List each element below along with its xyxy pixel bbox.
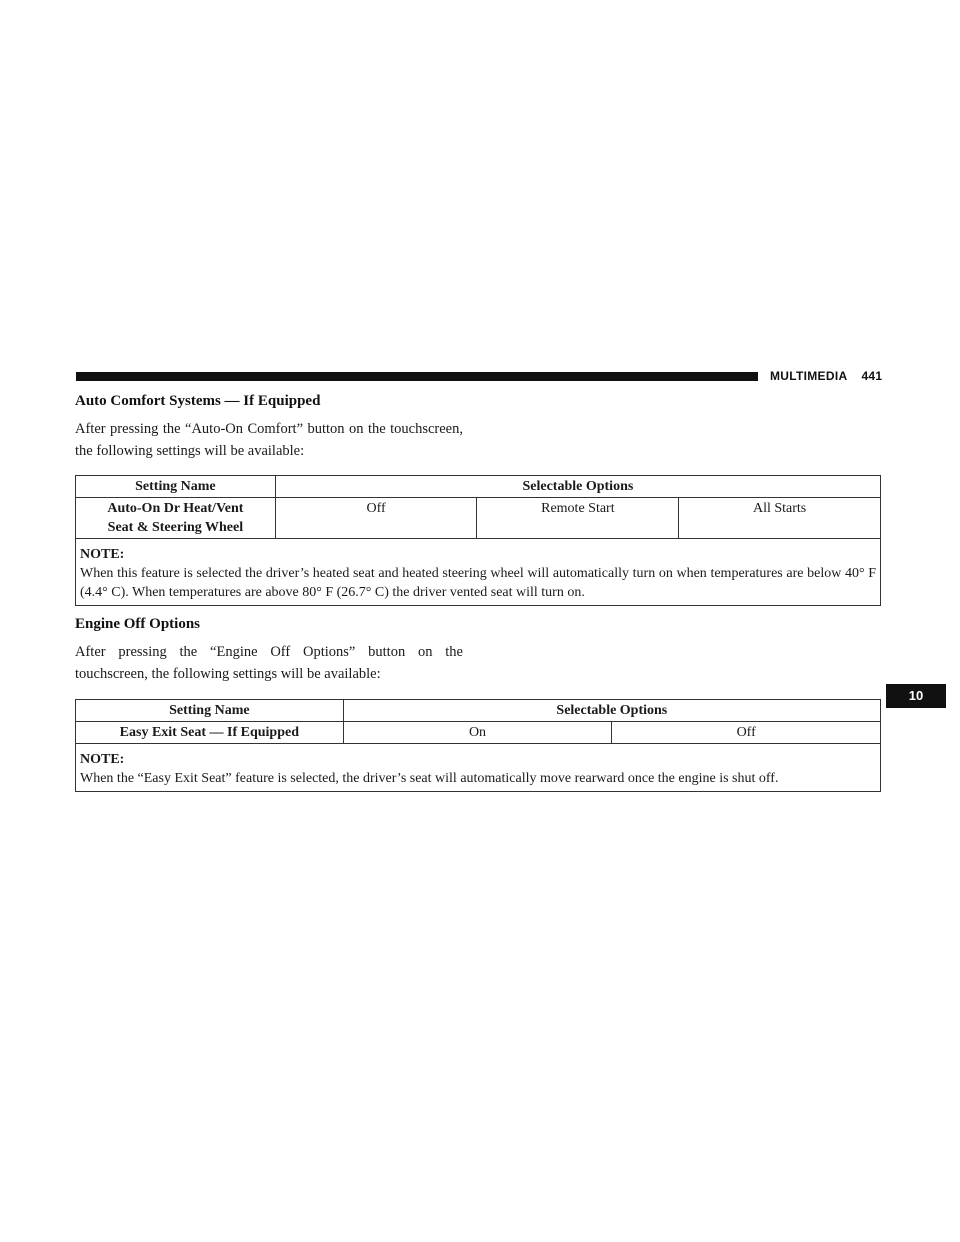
option-off: Off bbox=[612, 722, 881, 744]
header-rule bbox=[76, 372, 758, 381]
col-setting-name: Setting Name bbox=[76, 476, 276, 498]
note-text: When this feature is selected the driver’s heated seat and heated steering wheel will automatically turn on when temperatures are below 40° F (4.4° C). When temperatures are above 80° F (26.7° C) the driver vented seat will turn on. bbox=[80, 566, 876, 600]
engine-off-table bbox=[75, 699, 881, 792]
note-label: NOTE: bbox=[80, 547, 125, 562]
note-row bbox=[76, 539, 881, 606]
setting-name-cell: Easy Exit Seat — If Equipped bbox=[76, 722, 344, 744]
col-setting-name: Setting Name bbox=[76, 700, 344, 722]
col-selectable-options: Selectable Options bbox=[275, 476, 880, 498]
section-title-auto-comfort: Auto Comfort Systems — If Equipped bbox=[75, 393, 321, 409]
intro-auto-comfort: After pressing the “Auto-On Comfort” button on the touchscreen, the following settings will be available: bbox=[75, 421, 463, 459]
running-header bbox=[770, 369, 882, 383]
col-selectable-options: Selectable Options bbox=[343, 700, 880, 722]
option-on: On bbox=[343, 722, 612, 744]
table-header-row bbox=[76, 700, 881, 722]
section-title-engine-off: Engine Off Options bbox=[75, 616, 201, 632]
setting-name-line1: Auto-On Dr Heat/Vent bbox=[107, 501, 244, 516]
section-name: MULTIMEDIA bbox=[770, 369, 848, 383]
table-row bbox=[76, 498, 881, 539]
note-cell bbox=[76, 744, 881, 792]
setting-name-cell bbox=[76, 498, 276, 539]
option-remote-start: Remote Start bbox=[477, 498, 679, 539]
note-row bbox=[76, 744, 881, 792]
note-cell bbox=[76, 539, 881, 606]
note-label: NOTE: bbox=[80, 752, 125, 767]
chapter-tab: 10 bbox=[886, 684, 946, 708]
auto-comfort-table bbox=[75, 475, 881, 606]
note-text: When the “Easy Exit Seat” feature is selected, the driver’s seat will automatically move rearward once the engine is shut off. bbox=[80, 771, 779, 786]
option-all-starts: All Starts bbox=[679, 498, 881, 539]
intro-engine-off: After pressing the “Engine Off Options” button on the touchscreen, the following settings will be available: bbox=[75, 644, 463, 682]
option-off: Off bbox=[275, 498, 477, 539]
page-number: 441 bbox=[861, 369, 883, 383]
table-header-row bbox=[76, 476, 881, 498]
setting-name-line2: Seat & Steering Wheel bbox=[107, 520, 244, 535]
table-row bbox=[76, 722, 881, 744]
